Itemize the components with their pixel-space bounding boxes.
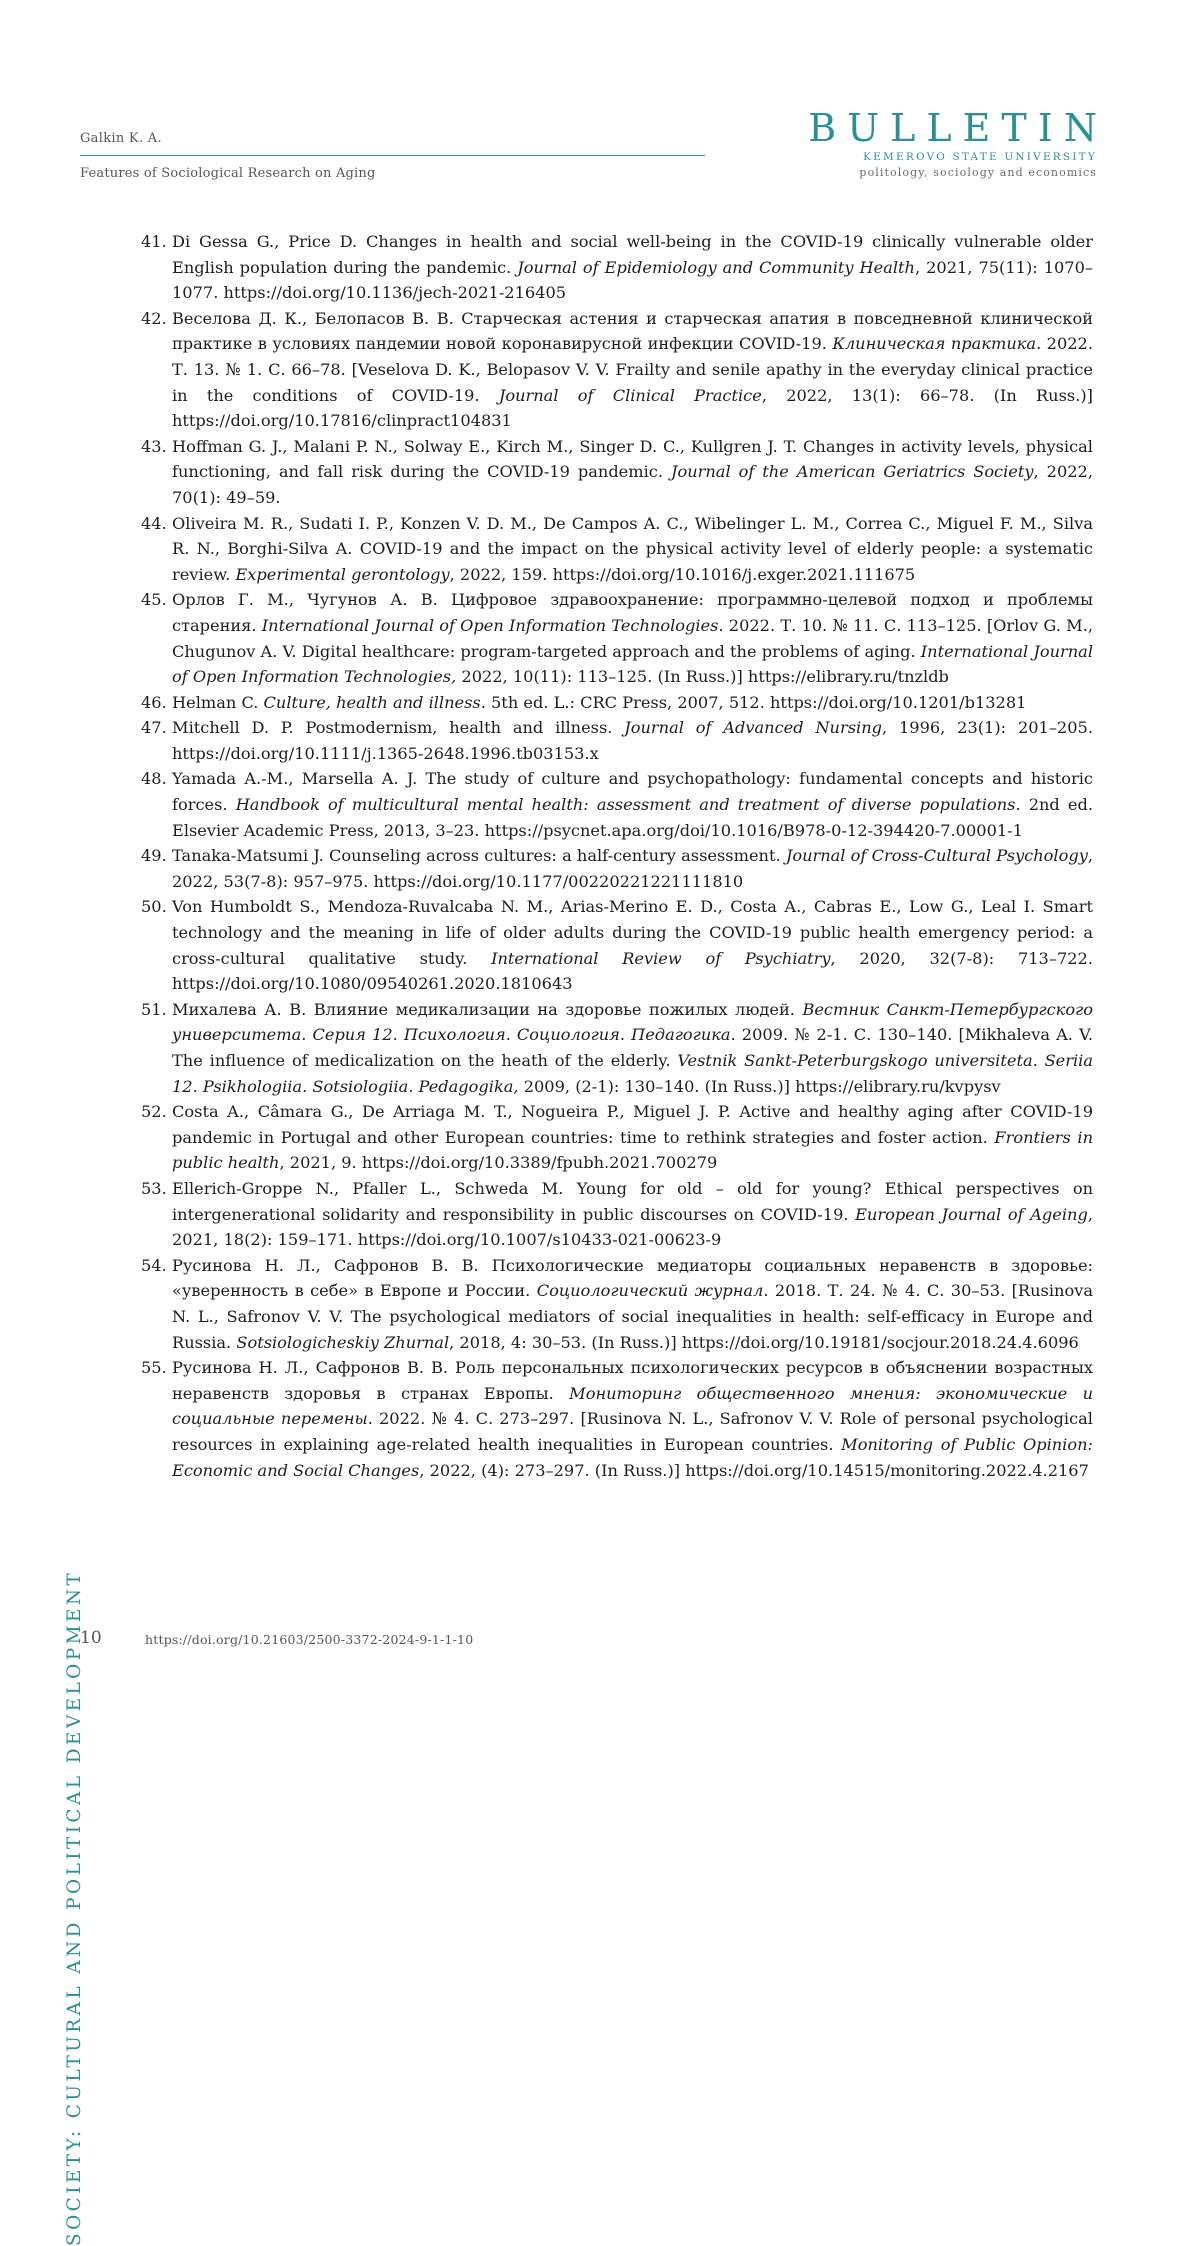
reference-text bbox=[172, 587, 1093, 689]
reference-source-title: Journal of Advanced Nursing bbox=[624, 718, 882, 738]
reference-item bbox=[141, 715, 1093, 766]
reference-segment: Von Humboldt S., Mendoza-Ruvalcaba N. M., Arias-Merino E. D., Costa A., Cabras E., Low G., Leal I. Smart technology and the meaning in life of older adults during the COVID-19 public health emergency period: a cross-cultural qualitative study. bbox=[172, 897, 1093, 968]
reference-segment: Yamada A.-M., Marsella A. J. The study of culture and psychopathology: fundamental concepts and historic forces. bbox=[172, 769, 1093, 815]
reference-segment: Орлов Г. М., Чугунов А. В. Цифровое здравоохранение: программно-целевой подход и проблемы старения. bbox=[172, 590, 1093, 635]
reference-number: 43. bbox=[141, 436, 167, 456]
reference-source-title: Вестник Санкт-Петербургского университета. Серия 12. Психология. Социология. Педагогика bbox=[172, 999, 1093, 1045]
reference-text bbox=[172, 690, 1093, 716]
journal-brand bbox=[808, 106, 1108, 179]
reference-segment: Helman C. bbox=[172, 692, 264, 712]
reference-text bbox=[172, 229, 1093, 306]
reference-number: 46. bbox=[141, 692, 167, 712]
section-sidebar-label: SOCIETY: CULTURAL AND POLITICAL DEVELOPMENT bbox=[64, 1569, 85, 2246]
reference-text bbox=[172, 715, 1093, 766]
reference-source-title: Journal of the American Geriatrics Society bbox=[670, 462, 1034, 482]
reference-item bbox=[141, 843, 1093, 894]
reference-text bbox=[172, 894, 1093, 996]
reference-segment: . 2022. Т. 13. № 1. С. 66–78. [Veselova D. K., Belopasov V. V. Frailty and senile apathy in the everyday clinical practice in the conditions of COVID-19. bbox=[172, 334, 1093, 405]
reference-number: 41. bbox=[141, 232, 167, 251]
reference-text bbox=[172, 434, 1093, 511]
reference-segment: , 2018, 4: 30–53. (In Russ.)] https://doi.org/10.19181/socjour.2018.24.4.6096 bbox=[449, 1332, 1079, 1352]
author-name: Galkin K. A. bbox=[80, 131, 162, 146]
reference-number: 55. bbox=[141, 1358, 167, 1378]
reference-item bbox=[141, 511, 1093, 588]
reference-segment: , 2021, 75(11): 1070–1077. https://doi.org/10.1136/jech-2021-216405 bbox=[172, 257, 1093, 303]
reference-item bbox=[141, 997, 1093, 1099]
reference-source-title: International Journal of Open Information Technologies, bbox=[172, 641, 1093, 687]
reference-number: 42. bbox=[141, 308, 167, 328]
reference-segment: , 2020, 32(7-8): 713–722. https://doi.org/10.1080/09540261.2020.1810643 bbox=[172, 948, 1093, 994]
reference-segment: Михалева А. В. Влияние медикализации на здоровье пожилых людей. bbox=[172, 999, 803, 1019]
reference-text bbox=[172, 306, 1093, 434]
reference-text bbox=[172, 766, 1093, 843]
journal-university: KEMEROVO STATE UNIVERSITY bbox=[863, 151, 1097, 163]
reference-segment: Oliveira M. R., Sudati I. P., Konzen V. D. M., De Campos A. C., Wibelinger L. M., Correa C., Miguel F. M., Silva R. N., Borghi-Silva A. COVID-19 and the impact on the physical activity level of elderly people: a systematic review. bbox=[172, 513, 1093, 584]
reference-segment: . 2nd ed. Elsevier Academic Press, 2013, 3–23. https://psycnet.apa.org/doi/10.1016/B978-0-12-394420-7.00001-1 bbox=[172, 795, 1093, 840]
reference-text bbox=[172, 843, 1093, 894]
reference-number: 48. bbox=[141, 769, 167, 789]
page-number: 10 bbox=[80, 1628, 102, 1648]
reference-source-title: Journal of Epidemiology and Community Health bbox=[517, 257, 915, 277]
reference-text bbox=[172, 997, 1093, 1099]
reference-number: 49. bbox=[141, 846, 167, 866]
reference-segment: , 2022, (4): 273–297. (In Russ.)] https://doi.org/10.14515/monitoring.2022.4.2167 bbox=[419, 1460, 1089, 1480]
reference-segment: . 5th ed. L.: CRC Press, 2007, 512. https://doi.org/10.1201/b13281 bbox=[480, 692, 1027, 712]
reference-source-title: Vestnik Sankt-Peterburgskogo universiteta. Seriia 12. Psikhologiia. Sotsiologiia. Pedagogika, bbox=[172, 1051, 1094, 1096]
reference-text bbox=[172, 1355, 1093, 1483]
reference-source-title: International Journal of Open Information Technologies bbox=[261, 615, 719, 635]
reference-item bbox=[141, 1355, 1093, 1483]
reference-item bbox=[141, 1176, 1093, 1253]
reference-segment: Ellerich-Groppe N., Pfaller L., Schweda M. Young for old – old for young? Ethical perspectives on intergenerational solidarity and responsibility in public discourses on COVID-19. bbox=[172, 1178, 1093, 1224]
reference-segment: Tanaka-Matsumi J. Counseling across cultures: a half-century assessment. bbox=[172, 846, 786, 866]
reference-item bbox=[141, 306, 1093, 434]
reference-item bbox=[141, 229, 1093, 306]
reference-item bbox=[141, 587, 1093, 689]
reference-number: 51. bbox=[141, 999, 167, 1019]
reference-source-title: Мониторинг общественного мнения: экономические и социальные перемены bbox=[172, 1383, 1093, 1429]
footer-doi: https://doi.org/10.21603/2500-3372-2024-9-1-1-10 bbox=[145, 1632, 474, 1647]
reference-number: 44. bbox=[141, 513, 167, 533]
reference-segment: , 1996, 23(1): 201–205. https://doi.org/10.1111/j.1365-2648.1996.tb03153.x bbox=[172, 718, 1093, 763]
reference-segment: Mitchell D. P. Postmodernism, health and illness. bbox=[172, 718, 625, 738]
reference-number: 45. bbox=[141, 590, 167, 610]
reference-segment: Di Gessa G., Price D. Changes in health and social well-being in the COVID-19 clinically vulnerable older English population during the pandemic. bbox=[172, 232, 1093, 277]
reference-source-title: Journal of Cross-Cultural Psychology bbox=[785, 846, 1088, 866]
reference-item bbox=[141, 894, 1093, 996]
reference-text bbox=[172, 1176, 1093, 1253]
reference-text bbox=[172, 511, 1093, 588]
reference-source-title: International Review of Psychiatry bbox=[491, 948, 831, 968]
reference-number: 54. bbox=[141, 1255, 167, 1275]
reference-segment: . 2009. № 2-1. С. 130–140. [Mikhaleva A. V. The influence of medicalization on the heath of the elderly. bbox=[172, 1025, 1094, 1070]
reference-segment: , 2021, 18(2): 159–171. https://doi.org/10.1007/s10433-021-00623-9 bbox=[172, 1204, 1093, 1250]
reference-source-title: European Journal of Ageing bbox=[855, 1204, 1088, 1224]
reference-segment: , 2022, 159. https://doi.org/10.1016/j.exger.2021.111675 bbox=[449, 564, 916, 584]
reference-source-title: Experimental gerontology bbox=[235, 564, 450, 584]
reference-source-title: Социологический журнал bbox=[536, 1281, 764, 1301]
reference-segment: , 2022, 70(1): 49–59. bbox=[172, 462, 1093, 507]
journal-series: politology, sociology and economics bbox=[859, 166, 1097, 179]
reference-segment: Русинова Н. Л., Сафронов В. В. Роль персональных психологических ресурсов в объяснении возрастных неравенств здоровья в странах Европы. bbox=[172, 1358, 1093, 1403]
reference-segment: , 2021, 9. https://doi.org/10.3389/fpubh.2021.700279 bbox=[279, 1153, 718, 1173]
reference-number: 53. bbox=[141, 1178, 167, 1198]
reference-text bbox=[172, 1253, 1093, 1355]
reference-segment: . 2018. Т. 24. № 4. С. 30–53. [Rusinova N. L., Safronov V. V. The psychological mediators of social inequalities in health: self-efficacy in Europe and Russia. bbox=[172, 1281, 1093, 1352]
reference-source-title: Frontiers in public health bbox=[172, 1127, 1094, 1173]
reference-segment: , 2022, 53(7-8): 957–975. https://doi.org/10.1177/00220221221111810 bbox=[172, 846, 1093, 891]
reference-segment: . 2022. Т. 10. № 11. С. 113–125. [Orlov G. M., Chugunov A. V. Digital healthcare: program-targeted approach and the problems of aging. bbox=[172, 615, 1093, 661]
reference-source-title: Journal of Clinical Practice bbox=[498, 385, 762, 405]
running-title: Features of Sociological Research on Aging bbox=[80, 166, 376, 181]
reference-item bbox=[141, 766, 1093, 843]
reference-source-title: Culture, health and illness bbox=[263, 692, 481, 712]
reference-number: 50. bbox=[141, 897, 167, 917]
reference-segment: Русинова Н. Л., Сафронов В. В. Психологические медиаторы социальных неравенств в здоровье: «уверенность в себе» в Европе и России. bbox=[172, 1255, 1093, 1301]
reference-number: 47. bbox=[141, 718, 167, 738]
reference-list bbox=[141, 229, 1093, 1483]
journal-title: BULLETIN bbox=[808, 106, 1108, 150]
reference-text bbox=[172, 1099, 1093, 1176]
reference-source-title: Клиническая практика bbox=[832, 334, 1037, 354]
reference-segment: 2009, (2-1): 130–140. (In Russ.)] https://elibrary.ru/kvpysv bbox=[518, 1076, 1001, 1096]
reference-segment: Веселова Д. К., Белопасов В. В. Старческая астения и старческая апатия в повседневной клинической практике в условиях пандемии новой коронавирусной инфекции COVID-19. bbox=[172, 308, 1093, 354]
reference-segment: , 2022, 13(1): 66–78. (In Russ.)] https://doi.org/10.17816/clinpract104831 bbox=[172, 385, 1093, 431]
header-rule bbox=[80, 155, 705, 156]
reference-number: 52. bbox=[141, 1102, 167, 1122]
reference-item bbox=[141, 1099, 1093, 1176]
reference-segment: . 2022. № 4. С. 273–297. [Rusinova N. L., Safronov V. V. Role of personal psychological resources in explaining age-related health inequalities in European countries. bbox=[172, 1409, 1093, 1454]
reference-source-title: Monitoring of Public Opinion: Economic and Social Changes bbox=[172, 1434, 1093, 1480]
reference-source-title: Handbook of multicultural mental health: assessment and treatment of diverse populations bbox=[235, 795, 1016, 815]
reference-segment: Hoffman G. J., Malani P. N., Solway E., Kirch M., Singer D. C., Kullgren J. T. Changes in activity levels, physical functioning, and fall risk during the COVID-19 pandemic. bbox=[172, 436, 1093, 482]
reference-source-title: Sotsiologicheskiy Zhurnal bbox=[236, 1332, 450, 1352]
reference-item bbox=[141, 434, 1093, 511]
reference-segment: 2022, 10(11): 113–125. (In Russ.)] https://elibrary.ru/tnzldb bbox=[456, 667, 949, 687]
reference-item bbox=[141, 690, 1093, 716]
reference-item bbox=[141, 1253, 1093, 1355]
reference-segment: Costa A., Câmara G., De Arriaga M. T., Nogueira P., Miguel J. P. Active and healthy aging after COVID-19 pandemic in Portugal and other European countries: time to rethink strategies and foster action. bbox=[172, 1102, 1093, 1147]
